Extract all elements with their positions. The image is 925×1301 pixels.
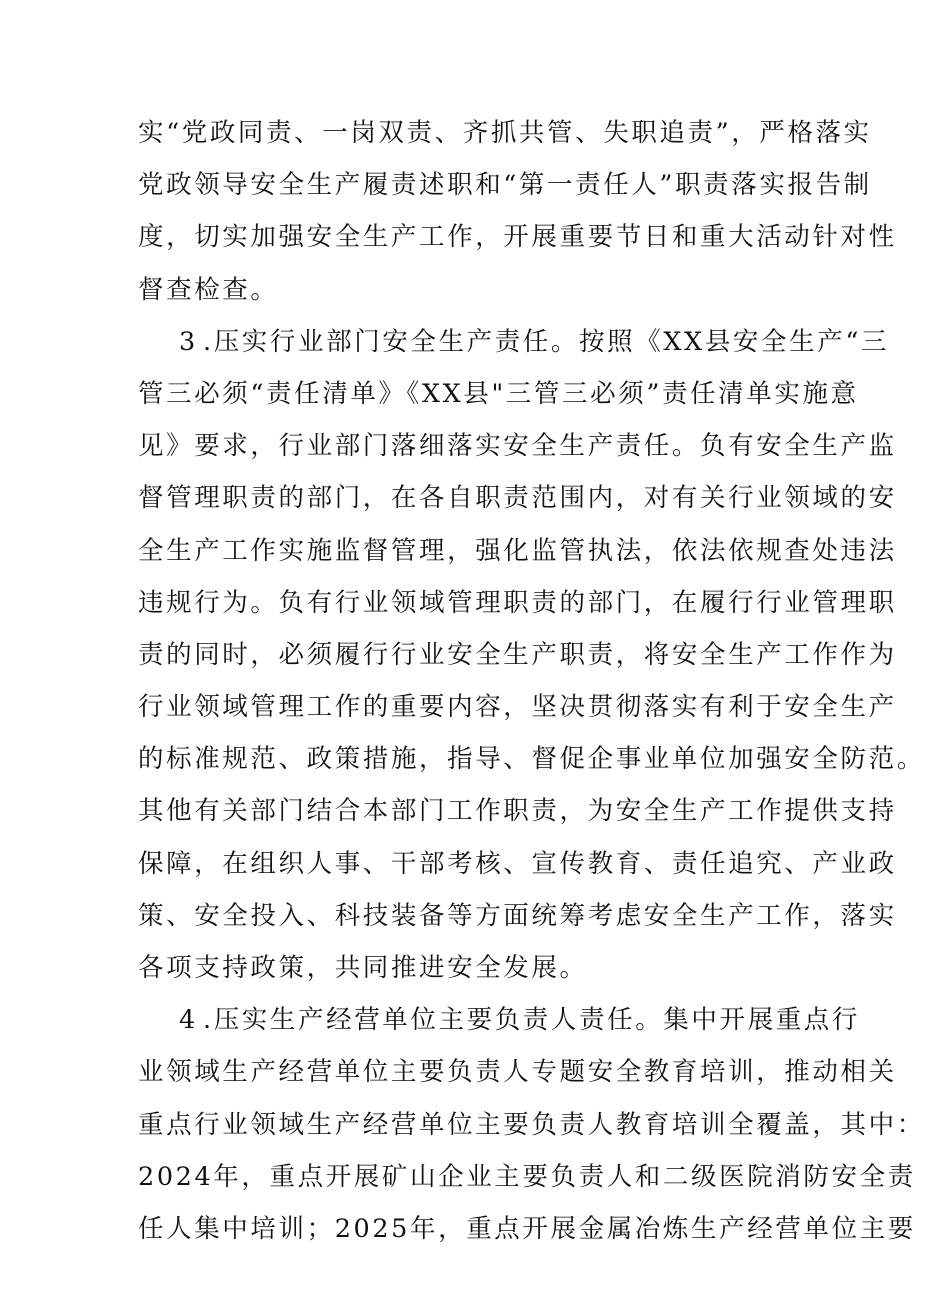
text-line: 管三必须“责任清单》《XX县"三管三必须”责任清单实施意	[138, 378, 859, 409]
text-line: 策、安全投入、科技装备等方面统筹考虑安全生产工作，落实	[138, 900, 897, 931]
text-line: 重点行业领域生产经营单位主要负责人教育培训全覆盖，其中：	[138, 1109, 925, 1140]
text-line: 责的同时，必须履行行业安全生产职责，将安全生产工作作为	[138, 639, 897, 670]
text-line: 的标准规范、政策措施，指导、督促企事业单位加强安全防范。	[138, 744, 925, 775]
text-line: 行业领域管理工作的重要内容，坚决贯彻落实有利于安全生产	[138, 692, 897, 723]
text-line: 见》要求，行业部门落细落实安全生产责任。负有安全生产监	[138, 431, 897, 462]
text-line: 全生产工作实施监督管理，强化监管执法，依法依规查处违法	[138, 535, 897, 566]
text-line	[138, 994, 861, 1046]
paragraph-continuation	[138, 107, 897, 316]
text-line: 督查检查。	[138, 274, 279, 305]
text-line: 其他有关部门结合本部门工作职责，为安全生产工作提供支持	[138, 796, 897, 827]
section-heading-text: .压实行业部门安全生产责任。按照《XX县安全生产“三	[203, 326, 890, 357]
section-number: 3	[179, 326, 198, 357]
text-line: 各项支持政策，共同推进安全发展。	[138, 953, 588, 983]
text-line: 任人集中培训；2025年，重点开展金属冶炼生产经营单位主要	[138, 1213, 916, 1244]
text-line: 违规行为。负有行业领域管理职责的部门，在履行行业管理职	[138, 587, 897, 618]
text-line: 实“党政同责、一岗双责、齐抓共管、失职追责”，严格落实	[138, 118, 872, 148]
section-number: 4	[179, 1005, 198, 1036]
text-line	[138, 316, 890, 368]
text-line: 督管理职责的部门，在各自职责范围内，对有关行业领域的安	[138, 483, 897, 514]
text-line: 保障，在组织人事、干部考核、宣传教育、责任追究、产业政	[138, 848, 897, 879]
text-line: 党政领导安全生产履责述职和“第一责任人”职责落实报告制	[138, 170, 872, 201]
text-line: 2024年，重点开展矿山企业主要负责人和二级医院消防安全责	[138, 1161, 916, 1192]
paragraph-item-4	[138, 994, 925, 1255]
section-heading-text: .压实生产经营单位主要负责人责任。集中开展重点行	[203, 1005, 861, 1036]
text-line: 度，切实加强安全生产工作，开展重要节日和重大活动针对性	[138, 222, 897, 253]
text-line: 业领域生产经营单位主要负责人专题安全教育培训，推动相关	[138, 1057, 897, 1088]
paragraph-item-3	[138, 316, 925, 994]
document-page	[138, 107, 925, 1255]
